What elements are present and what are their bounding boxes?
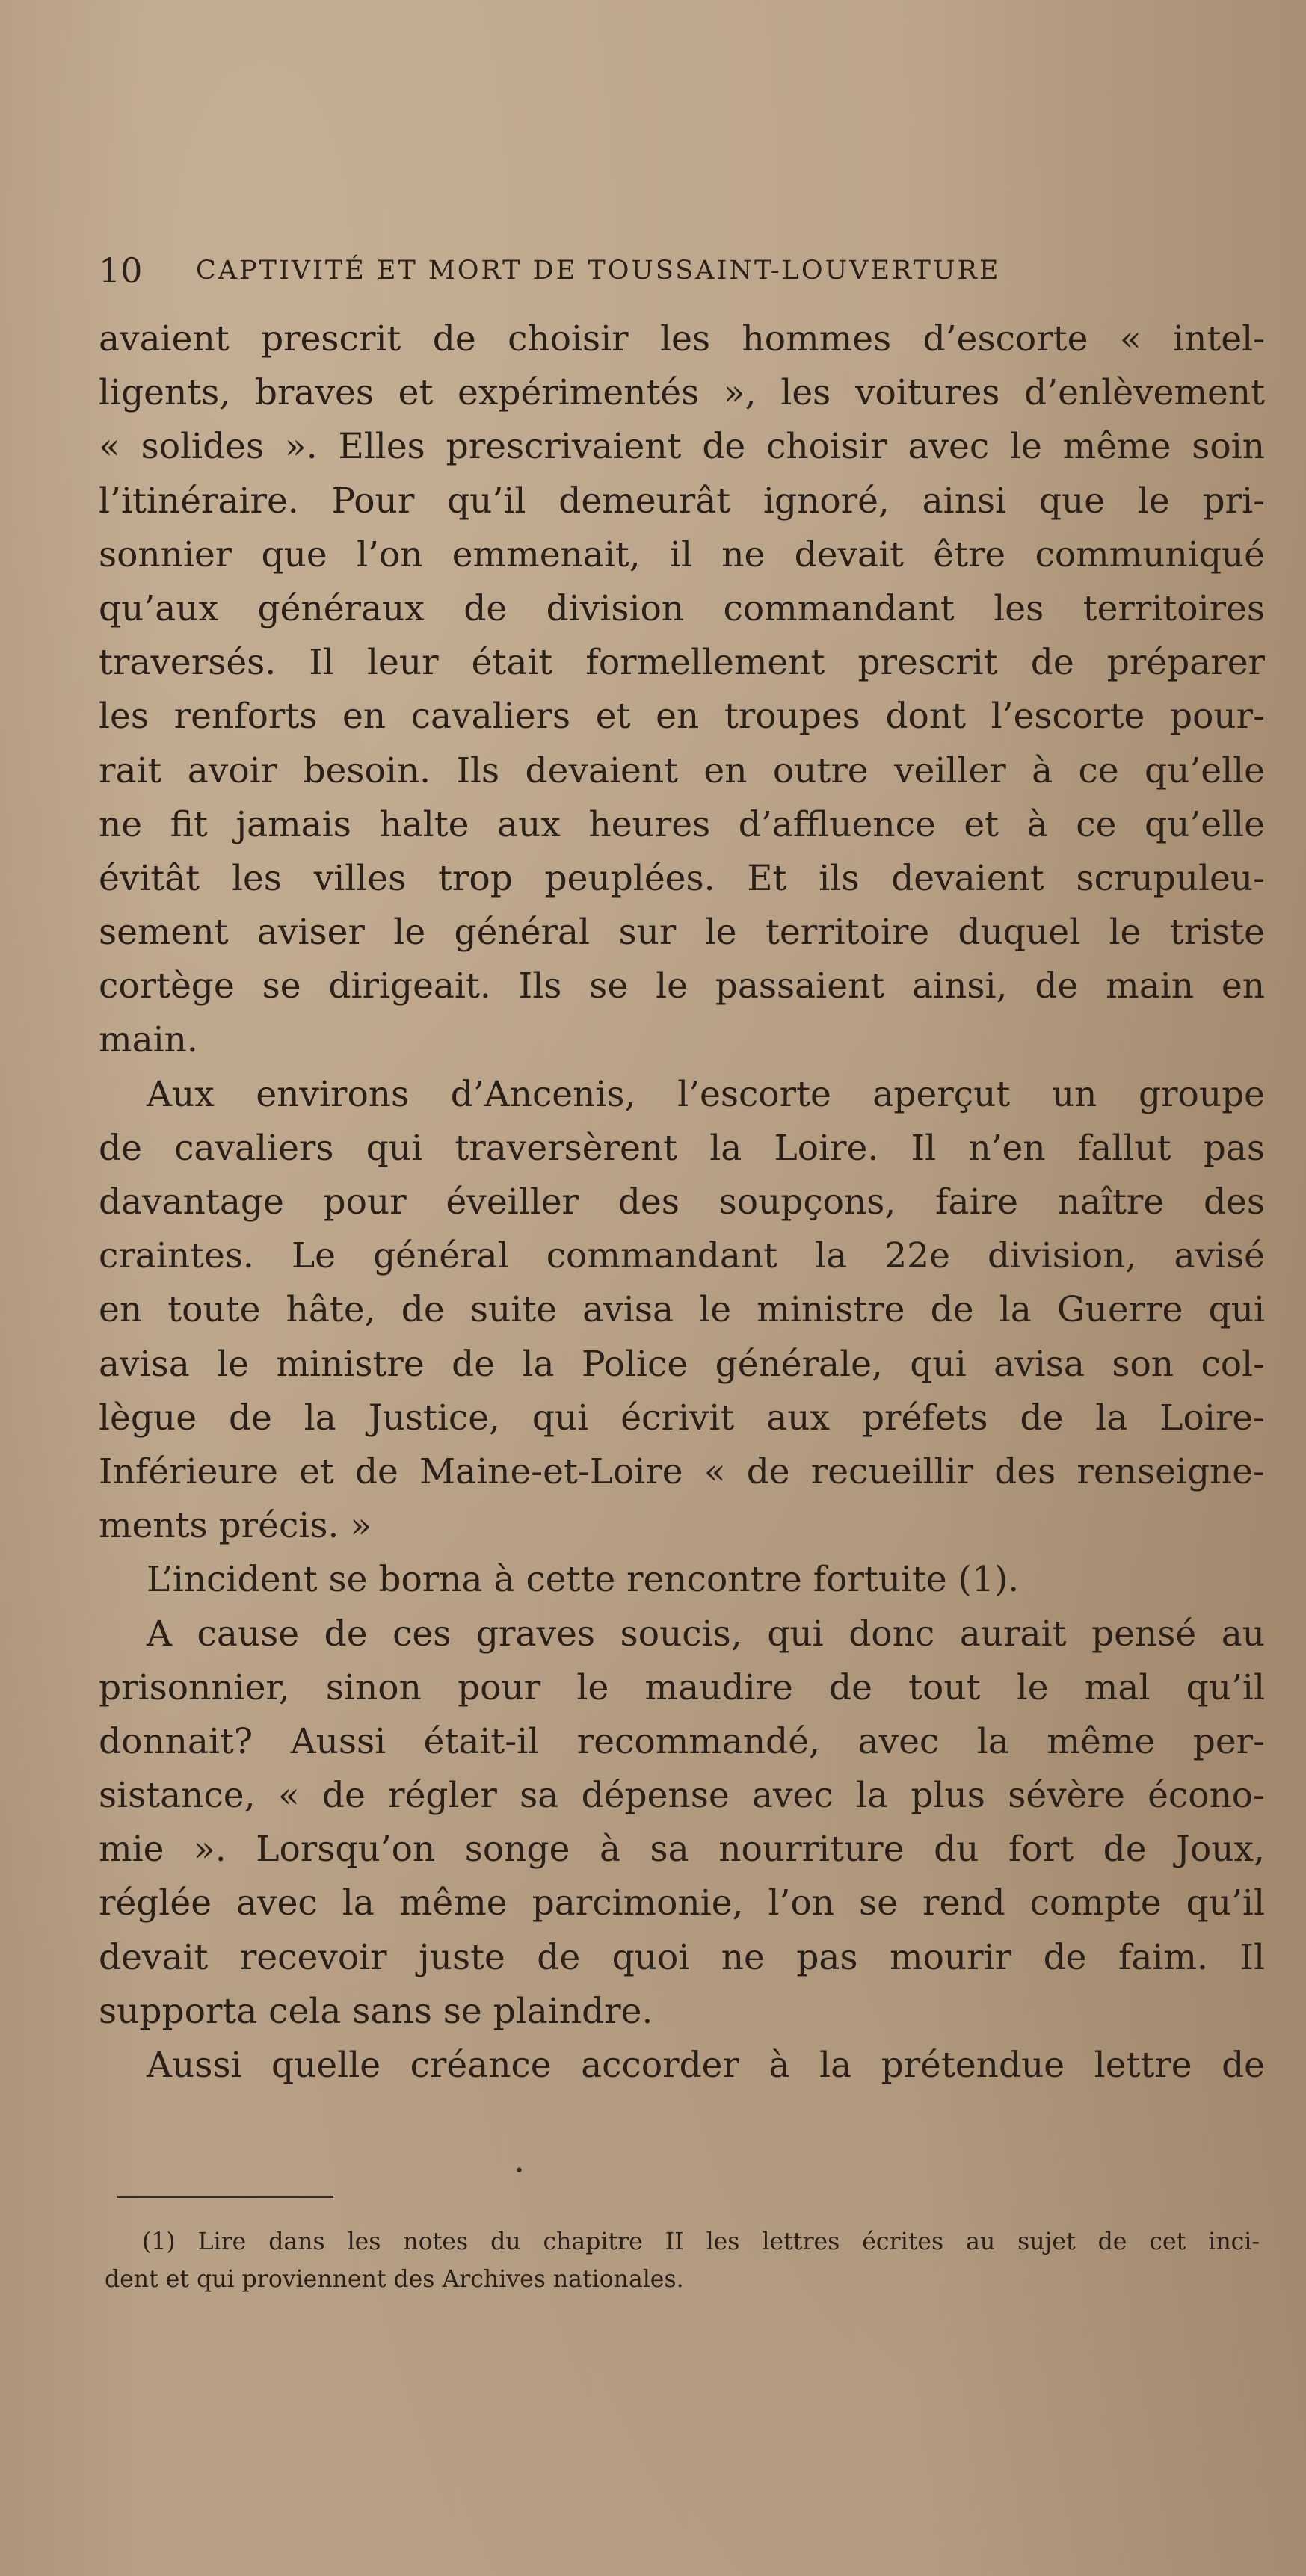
text-line: réglée avec la même parcimonie, l’on se rend compte qu’il [99,1882,1265,1924]
text-line: mie ». Lorsqu’on songe à sa nourriture du fort de Joux, [99,1829,1265,1871]
text-line: Inférieure et de Maine-et-Loire « de recueillir des renseigne- [99,1451,1265,1492]
printer-mark: • [514,2162,524,2181]
text-line: qu’aux généraux de division commandant les territoires [99,587,1265,629]
text-line: traversés. Il leur était formellement prescrit de préparer [99,642,1265,684]
paragraph-start-line: Aussi quelle créance accorder à la prétendue lettre de [147,2045,1265,2086]
paragraph-start-line: A cause de ces graves soucis, qui donc aurait pensé au [147,1613,1265,1655]
text-line: craintes. Le général commandant la 22e division, avisé [99,1235,1265,1277]
text-line: sistance, « de régler sa dépense avec la plus sévère écono- [99,1775,1265,1817]
text-line: les renforts en cavaliers et en troupes dont l’escorte pour- [99,696,1265,738]
footnote [105,2223,1260,2298]
paragraph-start-line: Aux environs d’Ancenis, l’escorte aperçut un groupe [147,1073,1265,1115]
body-text [99,312,1265,2092]
text-line: de cavaliers qui traversèrent la Loire. Il n’en fallut pas [99,1127,1265,1169]
text-line: main. [99,1019,198,1061]
text-line: lègue de la Justice, qui écrivit aux préfets de la Loire- [99,1397,1265,1439]
text-line: davantage pour éveiller des soupçons, faire naître des [99,1182,1265,1223]
text-line: sement aviser le général sur le territoire duquel le triste [99,912,1265,954]
text-line: donnait? Aussi était-il recommandé, avec la même per- [99,1720,1265,1762]
page-header [99,248,1220,293]
text-line: rait avoir besoin. Ils devaient en outre veiller à ce qu’elle [99,750,1265,791]
text-line: avisa le ministre de la Police générale, qui avisa son col- [99,1343,1265,1385]
text-line: évitât les villes trop peuplées. Et ils devaient scrupuleu- [99,857,1265,899]
text-line: cortège se dirigeait. Ils se le passaient ainsi, de main en [99,966,1265,1007]
text-line: avaient prescrit de choisir les hommes d’escorte « intel- [99,318,1265,359]
running-title: CAPTIVITÉ ET MORT DE TOUSSAINT-LOUVERTURE [196,256,1001,285]
text-line: supporta cela sans se plaindre. [99,1990,653,2032]
footnote-divider [117,2196,333,2198]
text-line: « solides ». Elles prescrivaient de choisir avec le même soin [99,426,1265,468]
text-line: en toute hâte, de suite avisa le ministre de la Guerre qui [99,1289,1265,1331]
footnote-line: (1) Lire dans les notes du chapitre II les lettres écrites au sujet de cet inci- [142,2228,1260,2255]
text-line: l’itinéraire. Pour qu’il demeurât ignoré, ainsi que le pri- [99,480,1265,522]
page-number: 10 [99,250,143,291]
text-line: ments précis. » [99,1505,372,1547]
text-line: prisonnier, sinon pour le maudire de tout le mal qu’il [99,1667,1265,1708]
text-line: ne fit jamais halte aux heures d’affluence et à ce qu’elle [99,803,1265,845]
text-line: ligents, braves et expérimentés », les voitures d’enlèvement [99,372,1265,414]
text-line: sonnier que l’on emmenait, il ne devait être communiqué [99,534,1265,575]
text-line: devait recevoir juste de quoi ne pas mourir de faim. Il [99,1936,1265,1978]
paragraph-start-line: L’incident se borna à cette rencontre fortuite (1). [147,1559,1020,1601]
footnote-line: dent et qui proviennent des Archives nationales. [105,2266,684,2293]
